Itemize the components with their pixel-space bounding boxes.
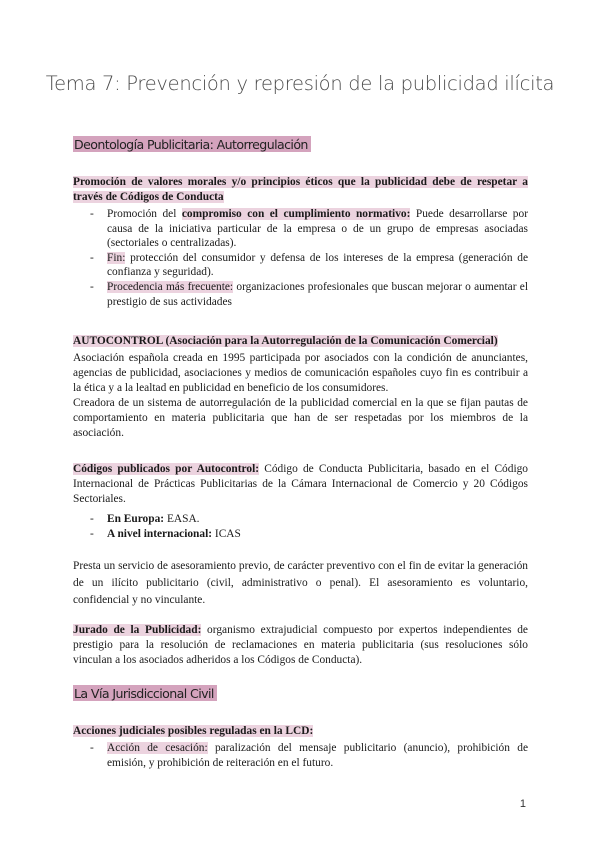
asesoramiento-paragraph: Presta un servicio de asesoramiento previo, de carácter preventivo con el fin de evitar la generación de un ilícito publicitario (civil, administrativo o penal). El asesoramiento es voluntario, confidencial y no vinculante. [73, 560, 528, 606]
autocontrol-heading-text: AUTOCONTROL (Asociación para la Autorregulación de la Comunicación Comercial) [73, 335, 498, 347]
jurado-paragraph [73, 623, 528, 668]
list-item: - En Europa: EASA. [73, 512, 528, 527]
autocontrol-p2: Creadora de un sistema de autorregulación de la publicidad comercial en la que se fijan pautas de comportamiento en materia publicitaria que han de ser respetadas por los miembros de la asociación. [73, 397, 528, 439]
list-item: - A nivel internacional: ICAS [73, 527, 528, 542]
list-item: - Acción de cesación: paralización del mensaje publicitario (anuncio), prohibición de emisión, y prohibición de reiteración en el futuro. [73, 741, 528, 770]
section-heading-text: Deontología Publicitaria: Autorregulación [73, 136, 311, 152]
autocontrol-paragraphs [73, 351, 528, 441]
codigos-label: Códigos publicados por Autocontrol: [73, 463, 260, 475]
list-item: - Procedencia más frecuente: organizaciones profesionales que buscan mejorar o aumentar el prestigio de sus actividades [73, 280, 528, 309]
autocontrol-p1: Asociación española creada en 1995 participada por asociados con la condición de anunciantes, agencias de publicidad, asociaciones y medios de comunicación españoles cuyo fin es contribuir a la ética y a la lealtad en publicidad en beneficio de los consumidores. [73, 352, 528, 394]
list-item: - Fin: protección del consumidor y defensa de los intereses de la empresa (generación de confianza y seguridad). [73, 251, 528, 280]
list-item: - Promoción del compromiso con el cumplimiento normativo: Puede desarrollarse por causa de la iniciativa particular de la empresa o de un grupo de empresas asociadas (sectoriales o centralizadas). [73, 207, 528, 251]
promo-heading [73, 175, 528, 205]
page-number: 1 [519, 798, 526, 810]
autocontrol-heading [73, 334, 528, 349]
jurado-text: organismo extrajudicial compuesto por expertos independientes de prestigio para la resolución de reclamaciones en materia publicitaria (sus resoluciones sólo vinculan a los asociados adheridos a los Códigos de Conducta). [73, 624, 528, 666]
section-heading-via-civil [73, 685, 528, 703]
promo-list [73, 207, 528, 309]
acciones-heading-text: Acciones judiciales posibles reguladas en la LCD: [73, 725, 314, 737]
codigos-paragraph [73, 462, 528, 507]
acciones-heading [73, 724, 528, 739]
promo-heading-text: Promoción de valores morales y/o principios éticos que la publicidad debe de respetar a través de Códigos de Conducta [73, 176, 528, 203]
codigos-list [73, 512, 528, 541]
jurado-label: Jurado de la Publicidad: [73, 624, 202, 636]
document-title: Tema 7: Prevención y represión de la publicidad ilícita [45, 72, 555, 95]
codigos-text: Código de Conducta Publicitaria, basado en el Código Internacional de Prácticas Publicitarias de la Cámara Internacional de Comercio y 20 Códigos Sectoriales. [73, 463, 528, 505]
section-heading-deontologia [73, 136, 528, 154]
acciones-list [73, 741, 528, 770]
section-heading-text: La Vía Jurisdiccional Civil [73, 685, 217, 701]
